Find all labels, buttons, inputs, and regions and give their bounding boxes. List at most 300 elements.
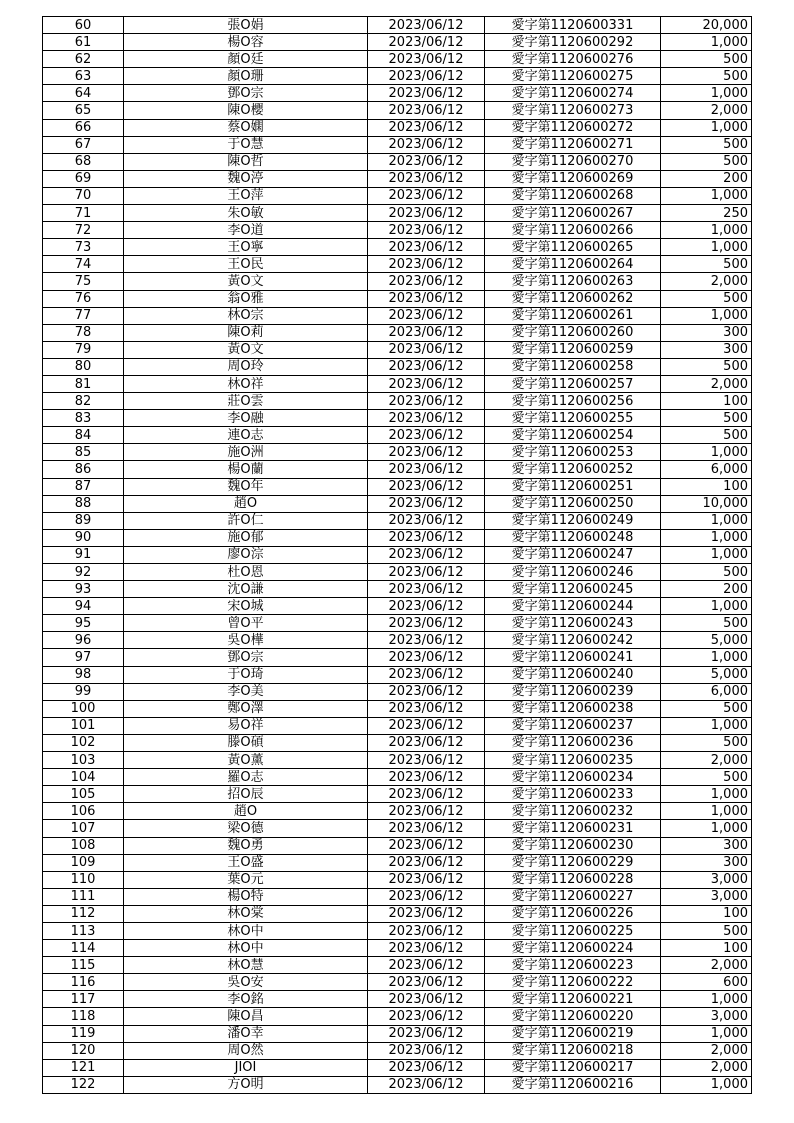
row-number-cell: 94 (43, 598, 124, 615)
amount-cell: 200 (661, 581, 752, 598)
donor-name-cell: 王O萍 (124, 187, 368, 204)
donor-name-cell: 朱O敏 (124, 205, 368, 222)
receipt-number-cell: 愛字第1120600236 (485, 734, 661, 751)
receipt-number-cell: 愛字第1120600225 (485, 922, 661, 939)
row-number-cell: 95 (43, 615, 124, 632)
row-number-cell: 108 (43, 837, 124, 854)
receipt-number-cell: 愛字第1120600257 (485, 375, 661, 392)
receipt-number-cell: 愛字第1120600274 (485, 85, 661, 102)
receipt-number-cell: 愛字第1120600227 (485, 888, 661, 905)
donation-date-cell: 2023/06/12 (368, 17, 485, 34)
amount-cell: 1,000 (661, 239, 752, 256)
amount-cell: 2,000 (661, 102, 752, 119)
receipt-number-cell: 愛字第1120600262 (485, 290, 661, 307)
donor-name-cell: 滕O碩 (124, 734, 368, 751)
donation-date-cell: 2023/06/12 (368, 1025, 485, 1042)
donor-name-cell: 許O仁 (124, 512, 368, 529)
donation-date-cell: 2023/06/12 (368, 700, 485, 717)
table-row (43, 529, 752, 546)
row-number-cell: 88 (43, 495, 124, 512)
row-number-cell: 112 (43, 905, 124, 922)
table-row (43, 51, 752, 68)
amount-cell: 10,000 (661, 495, 752, 512)
donation-date-cell: 2023/06/12 (368, 598, 485, 615)
receipt-number-cell: 愛字第1120600259 (485, 341, 661, 358)
receipt-number-cell: 愛字第1120600260 (485, 324, 661, 341)
row-number-cell: 98 (43, 666, 124, 683)
receipt-number-cell: 愛字第1120600240 (485, 666, 661, 683)
table-row (43, 85, 752, 102)
amount-cell: 1,000 (661, 598, 752, 615)
donation-date-cell: 2023/06/12 (368, 341, 485, 358)
row-number-cell: 97 (43, 649, 124, 666)
receipt-number-cell: 愛字第1120600244 (485, 598, 661, 615)
table-row (43, 512, 752, 529)
donation-date-cell: 2023/06/12 (368, 102, 485, 119)
donor-name-cell: 陳O櫻 (124, 102, 368, 119)
row-number-cell: 107 (43, 820, 124, 837)
table-row (43, 717, 752, 734)
row-number-cell: 109 (43, 854, 124, 871)
donation-date-cell: 2023/06/12 (368, 358, 485, 375)
donation-date-cell: 2023/06/12 (368, 512, 485, 529)
donation-date-cell: 2023/06/12 (368, 427, 485, 444)
donor-name-cell: 于O琦 (124, 666, 368, 683)
row-number-cell: 96 (43, 632, 124, 649)
donation-date-cell: 2023/06/12 (368, 444, 485, 461)
amount-cell: 500 (661, 358, 752, 375)
donation-date-cell: 2023/06/12 (368, 187, 485, 204)
receipt-number-cell: 愛字第1120600217 (485, 1059, 661, 1076)
donor-name-cell: 林O祥 (124, 375, 368, 392)
donation-date-cell: 2023/06/12 (368, 888, 485, 905)
donation-date-cell: 2023/06/12 (368, 119, 485, 136)
donation-date-cell: 2023/06/12 (368, 717, 485, 734)
amount-cell: 500 (661, 136, 752, 153)
table-row (43, 546, 752, 563)
donor-name-cell: 陳O哲 (124, 153, 368, 170)
amount-cell: 2,000 (661, 752, 752, 769)
donation-date-cell: 2023/06/12 (368, 1008, 485, 1025)
receipt-number-cell: 愛字第1120600221 (485, 991, 661, 1008)
donor-name-cell: 施O洲 (124, 444, 368, 461)
donation-date-cell: 2023/06/12 (368, 256, 485, 273)
donation-date-cell: 2023/06/12 (368, 683, 485, 700)
row-number-cell: 78 (43, 324, 124, 341)
receipt-number-cell: 愛字第1120600224 (485, 940, 661, 957)
donation-date-cell: 2023/06/12 (368, 324, 485, 341)
receipt-number-cell: 愛字第1120600238 (485, 700, 661, 717)
table-row (43, 871, 752, 888)
amount-cell: 1,000 (661, 529, 752, 546)
row-number-cell: 83 (43, 410, 124, 427)
donation-date-cell: 2023/06/12 (368, 546, 485, 563)
row-number-cell: 74 (43, 256, 124, 273)
row-number-cell: 68 (43, 153, 124, 170)
receipt-number-cell: 愛字第1120600271 (485, 136, 661, 153)
receipt-number-cell: 愛字第1120600237 (485, 717, 661, 734)
donation-table (42, 16, 752, 1094)
receipt-number-cell: 愛字第1120600249 (485, 512, 661, 529)
donation-date-cell: 2023/06/12 (368, 922, 485, 939)
receipt-number-cell: 愛字第1120600250 (485, 495, 661, 512)
receipt-number-cell: 愛字第1120600275 (485, 68, 661, 85)
donation-date-cell: 2023/06/12 (368, 615, 485, 632)
donor-name-cell: 楊O容 (124, 34, 368, 51)
table-row (43, 290, 752, 307)
row-number-cell: 71 (43, 205, 124, 222)
table-row (43, 1059, 752, 1076)
receipt-number-cell: 愛字第1120600218 (485, 1042, 661, 1059)
amount-cell: 1,000 (661, 307, 752, 324)
amount-cell: 3,000 (661, 1008, 752, 1025)
row-number-cell: 111 (43, 888, 124, 905)
amount-cell: 1,000 (661, 649, 752, 666)
donor-name-cell: 林O中 (124, 940, 368, 957)
donation-date-cell: 2023/06/12 (368, 905, 485, 922)
row-number-cell: 106 (43, 803, 124, 820)
donation-date-cell: 2023/06/12 (368, 940, 485, 957)
amount-cell: 20,000 (661, 17, 752, 34)
receipt-number-cell: 愛字第1120600247 (485, 546, 661, 563)
donor-name-cell: 李O道 (124, 222, 368, 239)
donor-name-cell: 宋O城 (124, 598, 368, 615)
receipt-number-cell: 愛字第1120600261 (485, 307, 661, 324)
amount-cell: 300 (661, 341, 752, 358)
donor-name-cell: 王O民 (124, 256, 368, 273)
amount-cell: 500 (661, 256, 752, 273)
donor-name-cell: 王O寧 (124, 239, 368, 256)
receipt-number-cell: 愛字第1120600256 (485, 393, 661, 410)
donor-name-cell: 張O娟 (124, 17, 368, 34)
amount-cell: 1,000 (661, 991, 752, 1008)
row-number-cell: 121 (43, 1059, 124, 1076)
donation-table-body (43, 17, 752, 1094)
donor-name-cell: 易O祥 (124, 717, 368, 734)
row-number-cell: 85 (43, 444, 124, 461)
table-row (43, 273, 752, 290)
donor-name-cell: 蔡O嫻 (124, 119, 368, 136)
donor-name-cell: 王O盛 (124, 854, 368, 871)
donation-date-cell: 2023/06/12 (368, 581, 485, 598)
receipt-number-cell: 愛字第1120600231 (485, 820, 661, 837)
table-row (43, 444, 752, 461)
receipt-number-cell: 愛字第1120600241 (485, 649, 661, 666)
donor-name-cell: 林O棠 (124, 905, 368, 922)
document-page (42, 16, 751, 1094)
donor-name-cell: 李O融 (124, 410, 368, 427)
receipt-number-cell: 愛字第1120600226 (485, 905, 661, 922)
table-row (43, 375, 752, 392)
row-number-cell: 102 (43, 734, 124, 751)
donor-name-cell: 林O中 (124, 922, 368, 939)
donor-name-cell: 杜O恩 (124, 564, 368, 581)
table-row (43, 752, 752, 769)
table-row (43, 222, 752, 239)
donation-date-cell: 2023/06/12 (368, 290, 485, 307)
amount-cell: 300 (661, 324, 752, 341)
donor-name-cell: 黃O薰 (124, 752, 368, 769)
receipt-number-cell: 愛字第1120600292 (485, 34, 661, 51)
amount-cell: 5,000 (661, 666, 752, 683)
table-row (43, 615, 752, 632)
amount-cell: 100 (661, 478, 752, 495)
amount-cell: 6,000 (661, 683, 752, 700)
receipt-number-cell: 愛字第1120600255 (485, 410, 661, 427)
donation-date-cell: 2023/06/12 (368, 307, 485, 324)
table-row (43, 905, 752, 922)
table-row (43, 256, 752, 273)
row-number-cell: 113 (43, 922, 124, 939)
amount-cell: 1,000 (661, 512, 752, 529)
receipt-number-cell: 愛字第1120600264 (485, 256, 661, 273)
donor-name-cell: 黃O文 (124, 341, 368, 358)
donation-date-cell: 2023/06/12 (368, 632, 485, 649)
row-number-cell: 89 (43, 512, 124, 529)
receipt-number-cell: 愛字第1120600216 (485, 1076, 661, 1093)
donor-name-cell: 方O明 (124, 1076, 368, 1093)
receipt-number-cell: 愛字第1120600246 (485, 564, 661, 581)
donor-name-cell: 林O宗 (124, 307, 368, 324)
amount-cell: 500 (661, 769, 752, 786)
amount-cell: 1,000 (661, 119, 752, 136)
donation-date-cell: 2023/06/12 (368, 34, 485, 51)
table-row (43, 324, 752, 341)
table-row (43, 734, 752, 751)
amount-cell: 500 (661, 922, 752, 939)
table-row (43, 1008, 752, 1025)
donation-date-cell: 2023/06/12 (368, 529, 485, 546)
row-number-cell: 114 (43, 940, 124, 957)
amount-cell: 3,000 (661, 888, 752, 905)
amount-cell: 2,000 (661, 1042, 752, 1059)
row-number-cell: 77 (43, 307, 124, 324)
table-row (43, 239, 752, 256)
donor-name-cell: 趙O (124, 495, 368, 512)
table-row (43, 666, 752, 683)
donation-date-cell: 2023/06/12 (368, 1042, 485, 1059)
row-number-cell: 104 (43, 769, 124, 786)
amount-cell: 2,000 (661, 1059, 752, 1076)
donor-name-cell: 魏O年 (124, 478, 368, 495)
donor-name-cell: 廖O淙 (124, 546, 368, 563)
amount-cell: 500 (661, 700, 752, 717)
receipt-number-cell: 愛字第1120600270 (485, 153, 661, 170)
table-row (43, 205, 752, 222)
table-row (43, 393, 752, 410)
row-number-cell: 82 (43, 393, 124, 410)
donation-date-cell: 2023/06/12 (368, 68, 485, 85)
amount-cell: 500 (661, 734, 752, 751)
table-row (43, 940, 752, 957)
donation-date-cell: 2023/06/12 (368, 273, 485, 290)
amount-cell: 1,000 (661, 803, 752, 820)
amount-cell: 100 (661, 393, 752, 410)
donation-date-cell: 2023/06/12 (368, 222, 485, 239)
row-number-cell: 101 (43, 717, 124, 734)
donor-name-cell: 吳O安 (124, 974, 368, 991)
row-number-cell: 119 (43, 1025, 124, 1042)
amount-cell: 1,000 (661, 1025, 752, 1042)
amount-cell: 3,000 (661, 871, 752, 888)
table-row (43, 102, 752, 119)
receipt-number-cell: 愛字第1120600220 (485, 1008, 661, 1025)
receipt-number-cell: 愛字第1120600267 (485, 205, 661, 222)
donation-date-cell: 2023/06/12 (368, 153, 485, 170)
donation-date-cell: 2023/06/12 (368, 734, 485, 751)
donor-name-cell: 鄭O澤 (124, 700, 368, 717)
donation-date-cell: 2023/06/12 (368, 410, 485, 427)
receipt-number-cell: 愛字第1120600265 (485, 239, 661, 256)
receipt-number-cell: 愛字第1120600248 (485, 529, 661, 546)
row-number-cell: 79 (43, 341, 124, 358)
donor-name-cell: 林O慧 (124, 957, 368, 974)
donor-name-cell: 趙O (124, 803, 368, 820)
row-number-cell: 65 (43, 102, 124, 119)
receipt-number-cell: 愛字第1120600251 (485, 478, 661, 495)
receipt-number-cell: 愛字第1120600232 (485, 803, 661, 820)
donor-name-cell: 潘O幸 (124, 1025, 368, 1042)
receipt-number-cell: 愛字第1120600222 (485, 974, 661, 991)
donation-date-cell: 2023/06/12 (368, 854, 485, 871)
table-row (43, 427, 752, 444)
table-row (43, 974, 752, 991)
donor-name-cell: 顏O廷 (124, 51, 368, 68)
table-row (43, 888, 752, 905)
row-number-cell: 122 (43, 1076, 124, 1093)
donor-name-cell: 黃O文 (124, 273, 368, 290)
amount-cell: 1,000 (661, 34, 752, 51)
table-row (43, 170, 752, 187)
row-number-cell: 72 (43, 222, 124, 239)
table-row (43, 68, 752, 85)
donor-name-cell: 陳O莉 (124, 324, 368, 341)
donation-date-cell: 2023/06/12 (368, 803, 485, 820)
table-row (43, 820, 752, 837)
table-row (43, 598, 752, 615)
donor-name-cell: 楊O蘭 (124, 461, 368, 478)
donation-date-cell: 2023/06/12 (368, 85, 485, 102)
donation-date-cell: 2023/06/12 (368, 51, 485, 68)
amount-cell: 100 (661, 905, 752, 922)
donation-date-cell: 2023/06/12 (368, 974, 485, 991)
table-row (43, 1042, 752, 1059)
table-row (43, 341, 752, 358)
amount-cell: 200 (661, 170, 752, 187)
receipt-number-cell: 愛字第1120600252 (485, 461, 661, 478)
table-row (43, 187, 752, 204)
receipt-number-cell: 愛字第1120600233 (485, 786, 661, 803)
table-row (43, 410, 752, 427)
donation-date-cell: 2023/06/12 (368, 820, 485, 837)
receipt-number-cell: 愛字第1120600245 (485, 581, 661, 598)
row-number-cell: 73 (43, 239, 124, 256)
amount-cell: 500 (661, 290, 752, 307)
donor-name-cell: 周O然 (124, 1042, 368, 1059)
row-number-cell: 63 (43, 68, 124, 85)
table-row (43, 564, 752, 581)
row-number-cell: 120 (43, 1042, 124, 1059)
row-number-cell: 64 (43, 85, 124, 102)
table-row (43, 1076, 752, 1093)
donation-date-cell: 2023/06/12 (368, 136, 485, 153)
table-row (43, 957, 752, 974)
amount-cell: 1,000 (661, 546, 752, 563)
receipt-number-cell: 愛字第1120600243 (485, 615, 661, 632)
table-row (43, 700, 752, 717)
receipt-number-cell: 愛字第1120600266 (485, 222, 661, 239)
amount-cell: 500 (661, 564, 752, 581)
table-row (43, 837, 752, 854)
donor-name-cell: 施O郁 (124, 529, 368, 546)
amount-cell: 500 (661, 51, 752, 68)
donation-date-cell: 2023/06/12 (368, 239, 485, 256)
donor-name-cell: 羅O志 (124, 769, 368, 786)
receipt-number-cell: 愛字第1120600223 (485, 957, 661, 974)
table-row (43, 17, 752, 34)
row-number-cell: 69 (43, 170, 124, 187)
donation-date-cell: 2023/06/12 (368, 375, 485, 392)
amount-cell: 1,000 (661, 820, 752, 837)
receipt-number-cell: 愛字第1120600230 (485, 837, 661, 854)
row-number-cell: 84 (43, 427, 124, 444)
table-row (43, 632, 752, 649)
donor-name-cell: 李O美 (124, 683, 368, 700)
amount-cell: 1,000 (661, 717, 752, 734)
amount-cell: 250 (661, 205, 752, 222)
row-number-cell: 81 (43, 375, 124, 392)
row-number-cell: 60 (43, 17, 124, 34)
receipt-number-cell: 愛字第1120600219 (485, 1025, 661, 1042)
receipt-number-cell: 愛字第1120600254 (485, 427, 661, 444)
row-number-cell: 117 (43, 991, 124, 1008)
donor-name-cell: 楊O特 (124, 888, 368, 905)
receipt-number-cell: 愛字第1120600263 (485, 273, 661, 290)
donor-name-cell: 吳O樺 (124, 632, 368, 649)
amount-cell: 300 (661, 854, 752, 871)
row-number-cell: 90 (43, 529, 124, 546)
amount-cell: 1,000 (661, 222, 752, 239)
amount-cell: 500 (661, 615, 752, 632)
donation-date-cell: 2023/06/12 (368, 1059, 485, 1076)
receipt-number-cell: 愛字第1120600234 (485, 769, 661, 786)
donor-name-cell: 魏O渟 (124, 170, 368, 187)
donation-date-cell: 2023/06/12 (368, 461, 485, 478)
row-number-cell: 115 (43, 957, 124, 974)
donation-date-cell: 2023/06/12 (368, 837, 485, 854)
table-row (43, 495, 752, 512)
row-number-cell: 100 (43, 700, 124, 717)
row-number-cell: 67 (43, 136, 124, 153)
row-number-cell: 116 (43, 974, 124, 991)
donation-date-cell: 2023/06/12 (368, 991, 485, 1008)
row-number-cell: 99 (43, 683, 124, 700)
donation-date-cell: 2023/06/12 (368, 666, 485, 683)
receipt-number-cell: 愛字第1120600268 (485, 187, 661, 204)
amount-cell: 500 (661, 68, 752, 85)
donor-name-cell: 鄧O宗 (124, 649, 368, 666)
donor-name-cell: 翁O雅 (124, 290, 368, 307)
donor-name-cell: 葉O元 (124, 871, 368, 888)
amount-cell: 300 (661, 837, 752, 854)
donation-date-cell: 2023/06/12 (368, 786, 485, 803)
row-number-cell: 103 (43, 752, 124, 769)
amount-cell: 600 (661, 974, 752, 991)
receipt-number-cell: 愛字第1120600272 (485, 119, 661, 136)
donation-date-cell: 2023/06/12 (368, 205, 485, 222)
receipt-number-cell: 愛字第1120600273 (485, 102, 661, 119)
receipt-number-cell: 愛字第1120600229 (485, 854, 661, 871)
